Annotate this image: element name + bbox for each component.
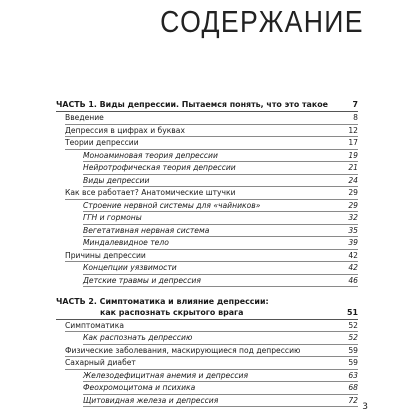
toc-part-page: 7 [352, 100, 358, 109]
toc-entry-title: Концепции уязвимости [83, 263, 177, 272]
toc-entry-page: 52 [348, 333, 358, 342]
table-of-contents [56, 99, 358, 407]
toc-entry[interactable] [65, 112, 358, 125]
toc-entry-title: Причины депрессии [65, 250, 146, 260]
toc-entry-page: 72 [348, 395, 358, 405]
toc-entry-title: ГГН и гормоны [83, 213, 142, 222]
toc-entry-title: Моноаминовая теория депрессии [83, 150, 218, 160]
toc-entry-title: Детские травмы и депрессия [83, 275, 201, 285]
toc-entry-page: 39 [348, 238, 358, 247]
toc-entry[interactable] [65, 250, 358, 263]
contents-heading: СОДЕРЖАНИЕ [160, 4, 364, 39]
toc-entry-title: Физические заболевания, маскирующиеся под депрессию [65, 345, 301, 355]
toc-entry-title: Депрессия в цифрах и буквах [65, 125, 185, 135]
toc-entry-page: 29 [348, 188, 358, 197]
toc-entry[interactable] [83, 332, 358, 345]
toc-entry-title: Теории депрессии [65, 138, 139, 147]
toc-entry[interactable] [83, 150, 358, 163]
toc-entry[interactable] [83, 370, 358, 383]
toc-entry-title: Строение нервной системы для «чайников» [83, 200, 261, 210]
toc-entry-page: 52 [348, 320, 358, 330]
toc-part-heading[interactable] [56, 296, 358, 319]
toc-entry-page: 35 [348, 225, 358, 235]
toc-entry-title: Как все работает? Анатомические штучки [65, 188, 236, 197]
toc-entry-title: Щитовидная железа и депрессия [83, 395, 219, 405]
toc-entry-page: 24 [348, 175, 358, 185]
toc-entry[interactable] [83, 200, 358, 213]
toc-entry[interactable] [65, 320, 358, 333]
toc-entry[interactable] [83, 237, 358, 250]
toc-entry-title: Как распознать депрессию [83, 333, 193, 342]
toc-entry-page: 68 [348, 383, 358, 392]
toc-entry-title: Симптоматика [65, 320, 124, 330]
toc-entry-title: Миндалевидное тело [83, 238, 169, 247]
toc-entry-page: 8 [353, 113, 358, 122]
toc-entry[interactable] [65, 187, 358, 200]
toc-entry-page: 63 [348, 370, 358, 380]
toc-part-heading[interactable] [56, 99, 358, 111]
toc-entry-page: 59 [348, 358, 358, 367]
toc-entry-title: Сахарный диабет [65, 358, 136, 367]
toc-entry-page: 17 [348, 138, 358, 147]
toc-entry[interactable] [83, 275, 358, 288]
toc-entry-page: 12 [348, 125, 358, 135]
toc-entry-page: 42 [348, 263, 358, 272]
toc-entry-title: Железодефицитная анемия и депрессия [83, 370, 249, 380]
toc-entry[interactable] [65, 125, 358, 138]
toc-entry-title: Введение [65, 113, 104, 122]
toc-part-title-line: ЧАСТЬ 1. Виды депрессии. Пытаемся понять, что это такое [56, 100, 329, 109]
toc-entry[interactable] [83, 175, 358, 188]
toc-part-title [56, 296, 343, 318]
toc-part [56, 99, 358, 287]
toc-entry-page: 19 [348, 150, 358, 160]
toc-part-title-line: как распознать скрытого врага [100, 307, 244, 317]
toc-entry[interactable] [83, 212, 358, 225]
toc-entry-title: Нейротрофическая теория депрессии [83, 163, 236, 172]
toc-entry-title: Виды депрессии [83, 175, 150, 185]
toc-entry[interactable] [83, 225, 358, 238]
toc-entry[interactable] [83, 162, 358, 175]
toc-entry-title: Феохромоцитома и психика [83, 383, 196, 392]
toc-entry-page: 42 [348, 250, 358, 260]
toc-entry-page: 46 [348, 275, 358, 285]
toc-entry-page: 32 [348, 213, 358, 222]
toc-part-page: 51 [347, 307, 358, 317]
toc-entry-page: 59 [348, 345, 358, 355]
toc-entry-page: 29 [348, 200, 358, 210]
toc-entry-page: 21 [348, 163, 358, 172]
toc-entry[interactable] [83, 395, 358, 408]
toc-part [56, 296, 358, 408]
toc-entry[interactable] [65, 137, 358, 150]
toc-entry[interactable] [83, 382, 358, 395]
toc-entry[interactable] [65, 357, 358, 370]
toc-part-title-line: ЧАСТЬ 2. Симптоматика и влияние депрессии: [56, 296, 269, 306]
toc-entry-title: Вегетативная нервная система [83, 225, 210, 235]
toc-entry[interactable] [83, 262, 358, 275]
toc-entry[interactable] [65, 345, 358, 358]
toc-part-title [56, 99, 349, 110]
page-number: 3 [362, 402, 368, 412]
